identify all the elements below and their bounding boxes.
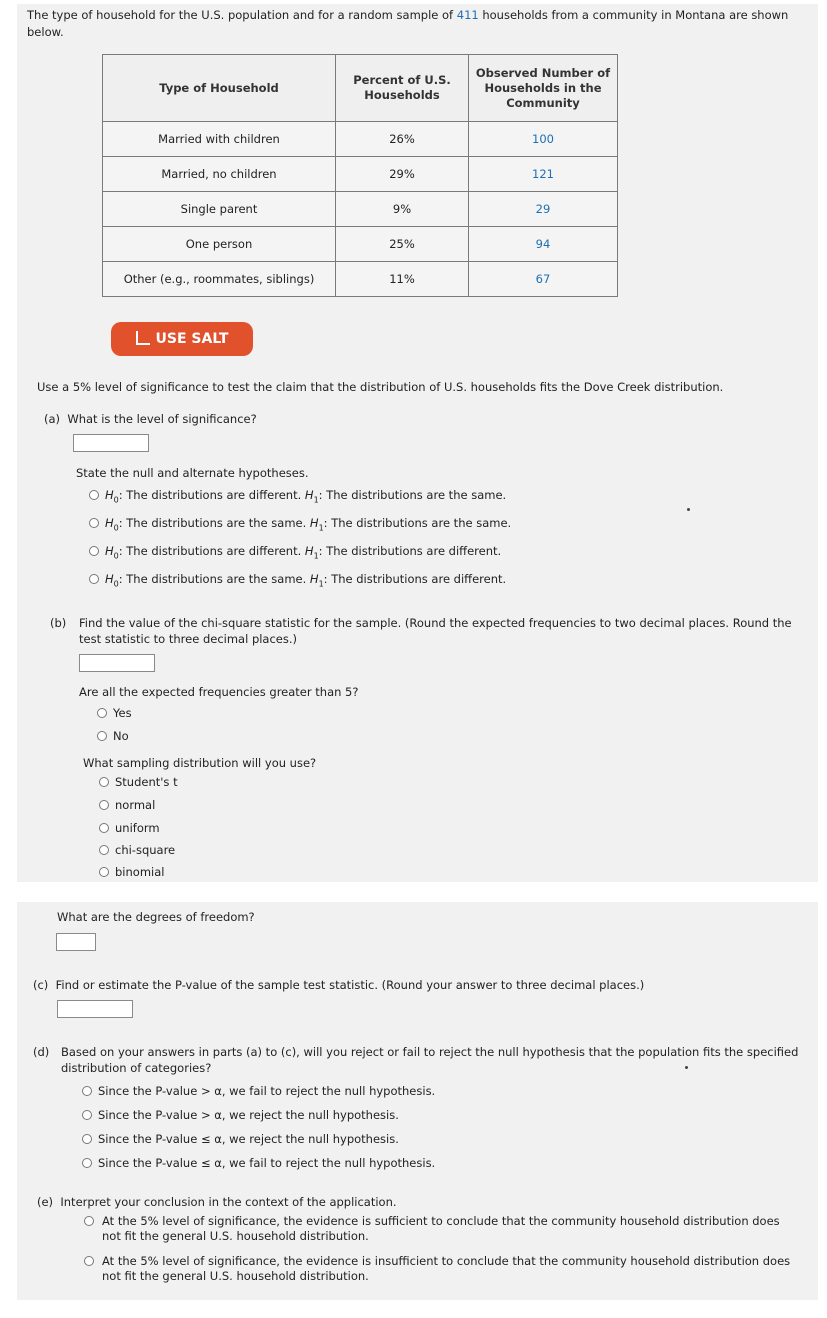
radio-icon	[89, 490, 99, 500]
hypothesis-option-2[interactable]: $H_0$: The distributions are the same. $H_1$: The distributions are the same.	[89, 516, 511, 535]
part-d-question: (d) Based on your answers in parts (a) to (c), will you reject or fail to reject the null hypothesis that the population fits the specified distribution of categories?	[33, 1045, 799, 1075]
part-e-question: (e) Interpret your conclusion in the context of the application.	[37, 1195, 397, 1209]
table-row	[103, 122, 618, 157]
cell-percent: 11%	[336, 262, 469, 297]
hypothesis-option-1[interactable]: $H_0$: The distributions are different. $H_1$: The distributions are the same.	[89, 488, 506, 507]
part-c-question: (c) Find or estimate the P-value of the sample test statistic. (Round your answer to three decimal places.)	[33, 978, 645, 992]
interpret-option-2[interactable]: At the 5% level of significance, the evidence is insufficient to conclude that the community household distribution does not fit the general U.S. household distribution.	[84, 1254, 802, 1284]
radio-icon	[99, 777, 109, 787]
cell-observed: 29	[469, 192, 618, 227]
radio-icon	[82, 1110, 92, 1120]
expected-option-yes[interactable]: Yes	[97, 706, 132, 721]
radio-icon	[84, 1256, 94, 1266]
radio-icon	[99, 867, 109, 877]
radio-icon	[82, 1086, 92, 1096]
dist-option-normal[interactable]: normal	[99, 798, 155, 813]
radio-icon	[97, 708, 107, 718]
radio-icon	[84, 1216, 94, 1226]
cell-type: One person	[103, 227, 336, 262]
radio-icon	[89, 546, 99, 556]
degrees-of-freedom-input[interactable]	[56, 933, 96, 951]
dist-option-binomial[interactable]: binomial	[99, 865, 164, 880]
radio-icon	[97, 731, 107, 741]
radio-icon	[82, 1158, 92, 1168]
dist-option-student-t[interactable]: Student's t	[99, 775, 178, 790]
dist-option-chi-square[interactable]: chi-square	[99, 843, 175, 858]
df-question: What are the degrees of freedom?	[57, 910, 255, 924]
part-a-question: (a) What is the level of significance?	[44, 412, 257, 426]
sample-size: 411	[456, 8, 479, 22]
stray-dot	[685, 1066, 688, 1069]
cell-type: Married with children	[103, 122, 336, 157]
stray-dot	[687, 508, 690, 511]
salt-chart-icon	[136, 331, 150, 345]
decision-option-2[interactable]: Since the P-value > α, we reject the null hypothesis.	[82, 1108, 399, 1123]
cell-percent: 9%	[336, 192, 469, 227]
instruction-text: Use a 5% level of significance to test the claim that the distribution of U.S. households fits the Dove Creek distribution.	[37, 380, 724, 394]
cell-type: Single parent	[103, 192, 336, 227]
significance-input[interactable]	[73, 434, 149, 452]
radio-icon	[82, 1134, 92, 1144]
cell-observed: 100	[469, 122, 618, 157]
p-value-input[interactable]	[57, 1000, 133, 1018]
hypothesis-option-3[interactable]: $H_0$: The distributions are different. $H_1$: The distributions are different.	[89, 544, 501, 563]
hypothesis-option-4[interactable]: $H_0$: The distributions are the same. $H_1$: The distributions are different.	[89, 572, 506, 591]
expected-option-no[interactable]: No	[97, 729, 129, 744]
part-b-question: (b) Find the value of the chi-square statistic for the sample. (Round the expected frequencies to two decimal places. Round the test statistic to three decimal places.)	[50, 616, 792, 646]
cell-percent: 26%	[336, 122, 469, 157]
intro-text: The type of household for the U.S. population and for a random sample of 411 households from a community in Montana are shown below.	[27, 8, 789, 39]
interpret-option-1[interactable]: At the 5% level of significance, the evidence is sufficient to conclude that the community household distribution does not fit the general U.S. household distribution.	[84, 1214, 802, 1244]
cell-type: Other (e.g., roommates, siblings)	[103, 262, 336, 297]
cell-percent: 25%	[336, 227, 469, 262]
radio-icon	[89, 574, 99, 584]
radio-icon	[99, 800, 109, 810]
col-header-type: Type of Household	[103, 55, 336, 122]
table-row	[103, 157, 618, 192]
table-row	[103, 192, 618, 227]
chi-square-input[interactable]	[79, 654, 155, 672]
cell-percent: 29%	[336, 157, 469, 192]
decision-option-4[interactable]: Since the P-value ≤ α, we fail to reject the null hypothesis.	[82, 1156, 435, 1171]
expected-freq-question: Are all the expected frequencies greater than 5?	[79, 685, 359, 699]
table-row	[103, 262, 618, 297]
col-header-observed: Observed Number of Households in the Community	[469, 55, 618, 122]
radio-icon	[99, 845, 109, 855]
cell-observed: 94	[469, 227, 618, 262]
cell-observed: 121	[469, 157, 618, 192]
cell-type: Married, no children	[103, 157, 336, 192]
decision-option-1[interactable]: Since the P-value > α, we fail to reject the null hypothesis.	[82, 1084, 435, 1099]
cell-observed: 67	[469, 262, 618, 297]
radio-icon	[99, 823, 109, 833]
decision-option-3[interactable]: Since the P-value ≤ α, we reject the null hypothesis.	[82, 1132, 399, 1147]
col-header-percent: Percent of U.S. Households	[336, 55, 469, 122]
hypotheses-prompt: State the null and alternate hypotheses.	[76, 466, 309, 480]
household-table	[102, 54, 618, 297]
table-row	[103, 227, 618, 262]
dist-option-uniform[interactable]: uniform	[99, 821, 160, 836]
radio-icon	[89, 518, 99, 528]
table-header-row	[103, 55, 618, 122]
sampling-dist-question: What sampling distribution will you use?	[83, 756, 317, 770]
use-salt-button[interactable]: USE SALT	[111, 322, 253, 356]
